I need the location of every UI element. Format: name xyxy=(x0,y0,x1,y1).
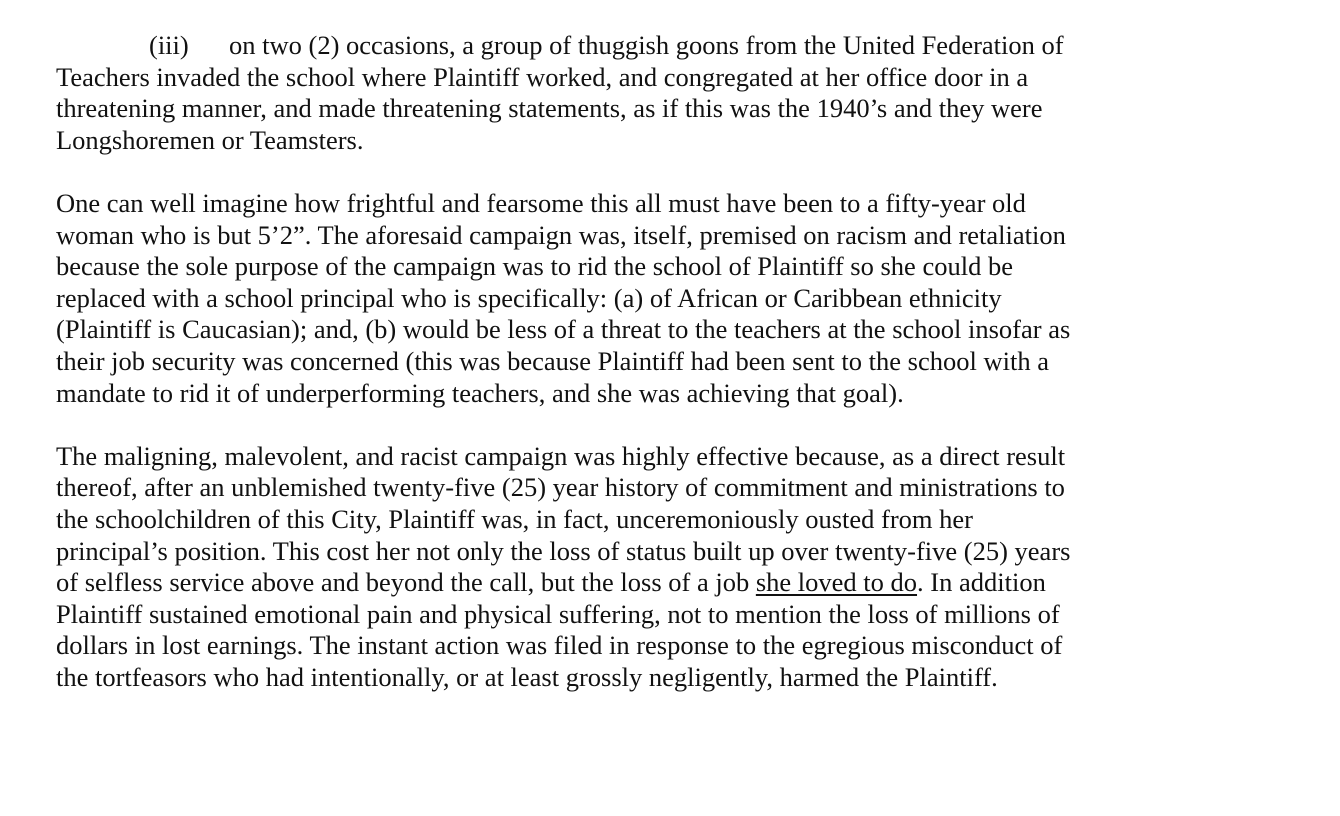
text-line: replaced with a school principal who is specifically: (a) of African or Caribbean ethnicity xyxy=(56,282,1002,313)
item-number: (iii) xyxy=(149,30,189,60)
text-line: mandate to rid it of underperforming teachers, and she was achieving that goal). xyxy=(56,377,904,408)
text-line: woman who is but 5’2”. The aforesaid campaign was, itself, premised on racism and retaliation xyxy=(56,219,1066,250)
text-line: the tortfeasors who had intentionally, or at least grossly negligently, harmed the Plaintiff. xyxy=(56,661,998,692)
paragraph-2 xyxy=(56,441,1306,694)
text-line: dollars in lost earnings. The instant action was filed in response to the egregious misconduct of xyxy=(56,630,1063,661)
line-text: on two (2) occasions, a group of thuggish goons from the United Federation of xyxy=(229,30,1064,60)
text-line: threatening manner, and made threatening statements, as if this was the 1940’s and they were xyxy=(56,93,1043,124)
line-text: of selfless service above and beyond the call, but the loss of a job xyxy=(56,567,756,598)
text-line: Longshoremen or Teamsters. xyxy=(56,124,364,155)
paragraph-1 xyxy=(56,188,1306,409)
text-line: their job security was concerned (this was because Plaintiff had been sent to the school with a xyxy=(56,345,1049,376)
text-line: Teachers invaded the school where Plaintiff worked, and congregated at her office door in a xyxy=(56,61,1029,92)
text-line: because the sole purpose of the campaign was to rid the school of Plaintiff so she could be xyxy=(56,251,1013,282)
text-line: (Plaintiff is Caucasian); and, (b) would be less of a threat to the teachers at the school insofar as xyxy=(56,314,1071,345)
text-line: principal’s position. This cost her not only the loss of status built up over twenty-five (25) years xyxy=(56,535,1071,566)
text-line: One can well imagine how frightful and fearsome this all must have been to a fifty-year old xyxy=(56,187,1026,218)
item-iii-block xyxy=(56,30,1306,156)
text-line xyxy=(56,567,1306,599)
document-page xyxy=(56,30,1306,693)
paragraph-gap xyxy=(56,156,1306,188)
line-text: . In addition xyxy=(917,567,1046,598)
text-line xyxy=(56,30,1306,62)
text-line: The maligning, malevolent, and racist campaign was highly effective because, as a direct result xyxy=(56,440,1066,471)
underlined-phrase: she loved to do xyxy=(755,567,918,598)
text-line: Plaintiff sustained emotional pain and physical suffering, not to mention the loss of millions of xyxy=(56,598,1060,629)
text-line: the schoolchildren of this City, Plaintiff was, in fact, unceremoniously ousted from her xyxy=(56,503,974,534)
text-line: thereof, after an unblemished twenty-five (25) year history of commitment and ministrations to xyxy=(56,472,1065,503)
paragraph-gap xyxy=(56,409,1306,441)
